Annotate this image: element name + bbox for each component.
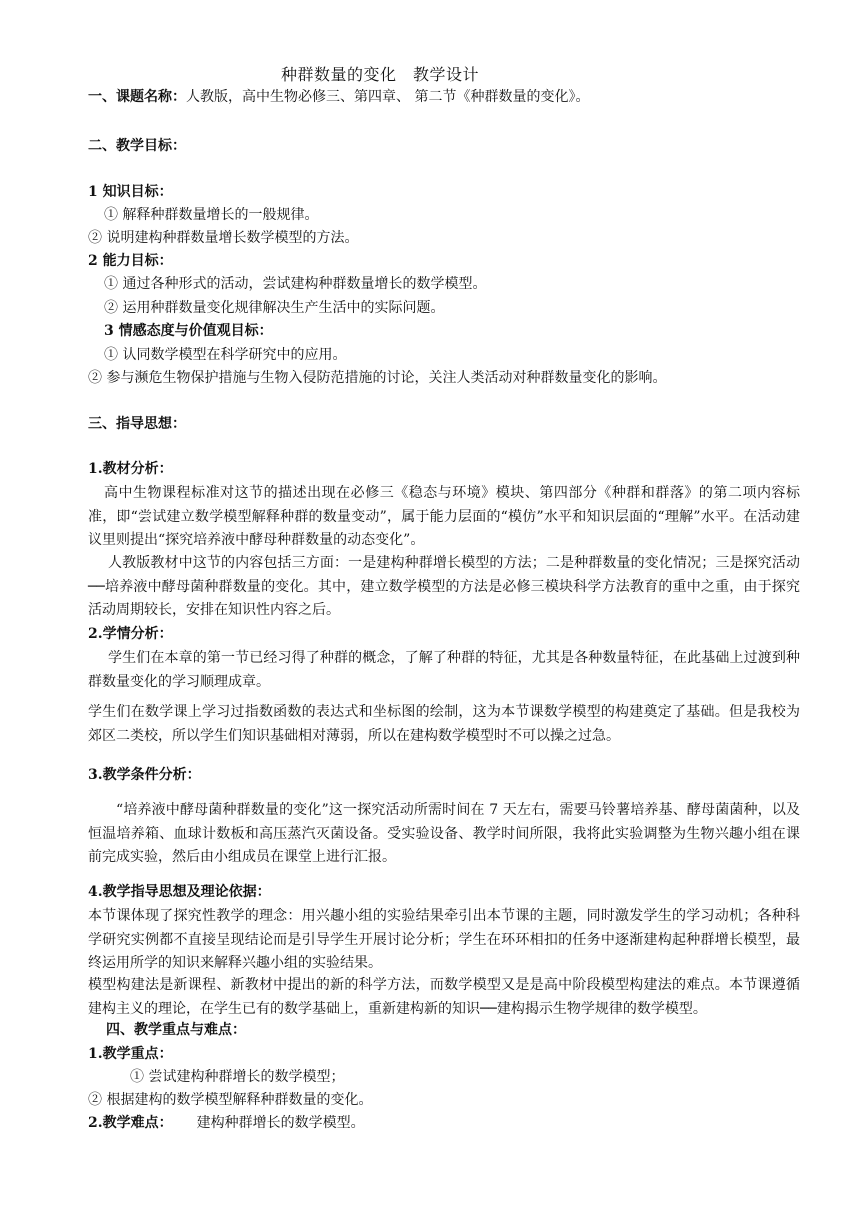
section1-text: 人教版，高中生物必修三、第四章、 第二节《种群数量的变化》。 xyxy=(186,89,590,105)
emotion-goal-label: 3 情感态度与价值观目标： xyxy=(104,323,273,339)
textbook-analysis-para-1: 高中生物课程标准对这节的描述出现在必修三《稳态与环境》模块、第四部分《种群和群落》的第二项内容标准，即“尝试建立数学模型解释种群的数量变动”，属于能力层面的“模仿”水平和知识层面的“理解”水平。在活动建议里则提出“探究培养液中酵母种群数量的动态变化”。 xyxy=(88,485,800,548)
focus-item-1: ① 尝试建构种群增长的数学模型； xyxy=(130,1069,345,1085)
knowledge-goal-item-2: ② 说明建构种群数量增长数学模型的方法。 xyxy=(88,230,359,246)
difficulty-label: 2.教学难点： xyxy=(88,1115,173,1131)
student-analysis-label: 2.学情分析： xyxy=(88,626,173,642)
section1-label: 一、课题名称： xyxy=(88,89,186,105)
ability-goal-item-2: ② 运用种群数量变化规律解决生产生活中的实际问题。 xyxy=(104,300,445,316)
conditions-analysis-para-1: “培养液中酵母菌种群数量的变化”这一探究活动所需时间在 7 天左右，需要马铃薯培养基、酵母菌菌种，以及恒温培养箱、血球计数板和高压蒸汽灭菌设备。受实验设备、教学时间所限，我将此实验调整为生物兴趣小组在课前完成实验，然后由小组成员在课堂上进行汇报。 xyxy=(88,802,800,865)
section3-heading: 三、指导思想： xyxy=(88,416,186,432)
conditions-analysis-label: 3.教学条件分析： xyxy=(88,767,201,783)
knowledge-goal-item-1: ① 解释种群数量增长的一般规律。 xyxy=(104,207,319,223)
ability-goal-label: 2 能力目标： xyxy=(88,253,173,269)
student-analysis-para-2: 学生们在数学课上学习过指数函数的表达式和坐标图的绘制，这为本节课数学模型的构建奠定了基础。但是我校为郊区二类校，所以学生们知识基础相对薄弱，所以在建构数学模型时不可以操之过急。 xyxy=(88,704,800,744)
student-analysis-para-1: 学生们在本章的第一节已经习得了种群的概念，了解了种群的特征，尤其是各种数量特征，在此基础上过渡到种群数量变化的学习顺理成章。 xyxy=(88,650,800,690)
emotion-goal-item-2: ② 参与濒危生物保护措施与生物入侵防范措施的讨论，关注人类活动对种群数量变化的影响。 xyxy=(88,370,667,386)
guidance-label: 4.教学指导思想及理论依据： xyxy=(88,884,271,900)
textbook-analysis-para-2: 人教版教材中这节的内容包括三方面：一是建构种群增长模型的方法；二是种群数量的变化情况；三是探究活动──培养液中酵母菌种群数量的变化。其中，建立数学模型的方法是必修三模块科学方法教育的重中之重，由于探究活动周期较长，安排在知识性内容之后。 xyxy=(88,555,800,618)
section2-heading: 二、教学目标： xyxy=(88,138,186,154)
difficulty-line xyxy=(88,1114,365,1132)
guidance-para-2: 模型构建法是新课程、新教材中提出的新的科学方法，而数学模型又是是高中阶段模型构建法的难点。本节课遵循建构主义的理论，在学生已有的数学基础上，重新建构新的知识──建构揭示生物学规律的数学模型。 xyxy=(88,977,800,1017)
difficulty-text: 建构种群增长的数学模型。 xyxy=(196,1115,365,1131)
focus-item-2: ② 根据建构的数学模型解释种群数量的变化。 xyxy=(88,1092,373,1108)
focus-label: 1.教学重点： xyxy=(88,1046,173,1062)
section4-heading: 四、教学重点与难点： xyxy=(106,1022,246,1038)
textbook-analysis-label: 1.教材分析： xyxy=(88,461,173,477)
section1-line xyxy=(88,88,589,106)
ability-goal-item-1: ① 通过各种形式的活动，尝试建构种群数量增长的数学模型。 xyxy=(104,276,487,292)
document-title: 种群数量的变化 教学设计 xyxy=(280,65,479,84)
guidance-para-1: 本节课体现了探究性教学的理念：用兴趣小组的实验结果牵引出本节课的主题，同时激发学生的学习动机；各种科学研究实例都不直接呈现结论而是引导学生开展讨论分析；学生在环环相扣的任务中逐渐建构起种群增长模型，最终运用所学的知识来解释兴趣小组的实验结果。 xyxy=(88,908,800,971)
knowledge-goal-label: 1 知识目标： xyxy=(88,184,173,200)
emotion-goal-item-1: ① 认同数学模型在科学研究中的应用。 xyxy=(104,347,347,363)
